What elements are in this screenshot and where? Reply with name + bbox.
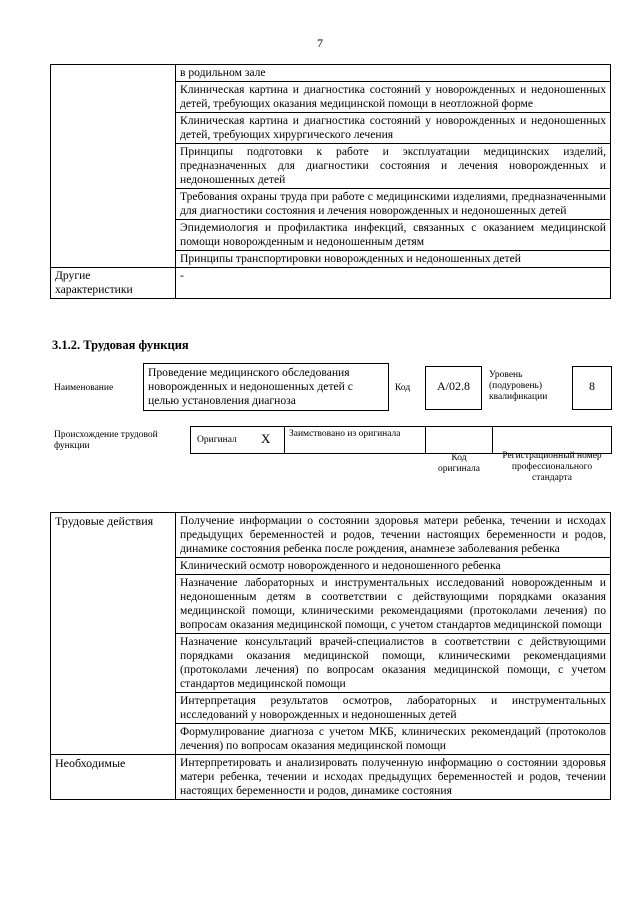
level-box bbox=[572, 366, 612, 410]
name-label: Наименование bbox=[54, 383, 114, 393]
name-box bbox=[143, 363, 389, 411]
knowledge-row: Клиническая картина и диагностика состояний у новорожденных и недоношенных детей, требующих хирургического лечения bbox=[176, 113, 611, 144]
other-characteristics-value: - bbox=[176, 268, 611, 299]
reg-number-label: Регистрационный номер профессионального стандарта bbox=[502, 451, 602, 483]
knowledge-row: Требования охраны труда при работе с медицинскими изделиями, предназначенными для диагностики состояния и лечения новорожденных и недоношенных детей bbox=[176, 189, 611, 220]
code-value: A/02.8 bbox=[437, 379, 470, 393]
actions-label: Трудовые действия bbox=[51, 513, 176, 755]
knowledge-row: Принципы транспортировки новорожденных и недоношенных детей bbox=[176, 251, 611, 268]
skill-row: Интерпретировать и анализировать полученную информацию о состоянии здоровья матери ребенка, течении и исходах предыдущих беременностей и родов, течении настоящих беременности и родов, динамике состояния bbox=[176, 755, 611, 800]
action-row: Назначение консультаций врачей-специалистов в соответствии с действующими порядками оказания медицинской помощи, клиническими рекомендациями (протоколами лечения) по вопросам оказания медицинской помощи, с учетом стандартов медицинской помощи bbox=[176, 634, 611, 693]
level-label: Уровень (подуровень) квалификации bbox=[489, 370, 548, 402]
action-row: Назначение лабораторных и инструментальных исследований новорожденным и недоношенным детям в соответствии с действующими порядками оказания медицинской помощи, клиническими рекомендациями (протоколами лечения) по вопросам оказания медицинской помощи, с учетом стандартов медицинской помощи bbox=[176, 575, 611, 634]
divider bbox=[284, 427, 285, 453]
labor-function-table bbox=[50, 512, 611, 800]
action-row: Формулирование диагноза с учетом МКБ, клинических рекомендаций (протоколов лечения) по вопросам оказания медицинской помощи bbox=[176, 724, 611, 755]
other-characteristics-label: Другие характеристики bbox=[51, 268, 176, 299]
action-row: Получение информации о состоянии здоровья матери ребенка, течении и исходах предыдущих беременностей и родов, течении настоящих беременности и родов, динамике состояния ребенка после рождения, анамнезе заболевания ребенка bbox=[176, 513, 611, 558]
section-title: 3.1.2. Трудовая функция bbox=[52, 338, 189, 352]
knowledge-row: в родильном зале bbox=[176, 65, 611, 82]
name-value: Проведение медицинского обследования новорожденных и недоношенных детей с целью установления диагноза bbox=[148, 366, 353, 407]
skills-label: Необходимые bbox=[51, 755, 176, 800]
knowledge-table-continuation bbox=[50, 64, 611, 299]
code-label: Код bbox=[395, 383, 411, 393]
code-box bbox=[425, 366, 482, 410]
original-mark: X bbox=[261, 431, 271, 446]
code-original-label: Код оригинала bbox=[438, 453, 480, 474]
level-value: 8 bbox=[589, 379, 595, 393]
knowledge-row: Эпидемиология и профилактика инфекций, связанных с оказанием медицинской помощи новорожденным и недоношенным детям bbox=[176, 220, 611, 251]
knowledge-row: Принципы подготовки к работе и эксплуатации медицинских изделий, предназначенных для диагностики состояния и лечения новорожденных и недоношенных детей bbox=[176, 144, 611, 189]
divider bbox=[425, 427, 426, 453]
page-number: 7 bbox=[317, 36, 323, 50]
action-row: Интерпретация результатов осмотров, лабораторных и инструментальных исследований у новорожденных и недоношенных детей bbox=[176, 693, 611, 724]
action-row: Клинический осмотр новорожденного и недоношенного ребенка bbox=[176, 558, 611, 575]
empty-label-cell bbox=[51, 65, 176, 268]
origin-box bbox=[190, 426, 612, 454]
divider bbox=[492, 427, 493, 453]
borrowed-label: Заимствовано из оригинала bbox=[289, 429, 401, 439]
original-label: Оригинал bbox=[197, 435, 237, 445]
origin-label: Происхождение трудовой функции bbox=[54, 430, 158, 451]
knowledge-row: Клиническая картина и диагностика состояний у новорожденных и недоношенных детей, требующих оказания медицинской помощи в неотложной форме bbox=[176, 82, 611, 113]
